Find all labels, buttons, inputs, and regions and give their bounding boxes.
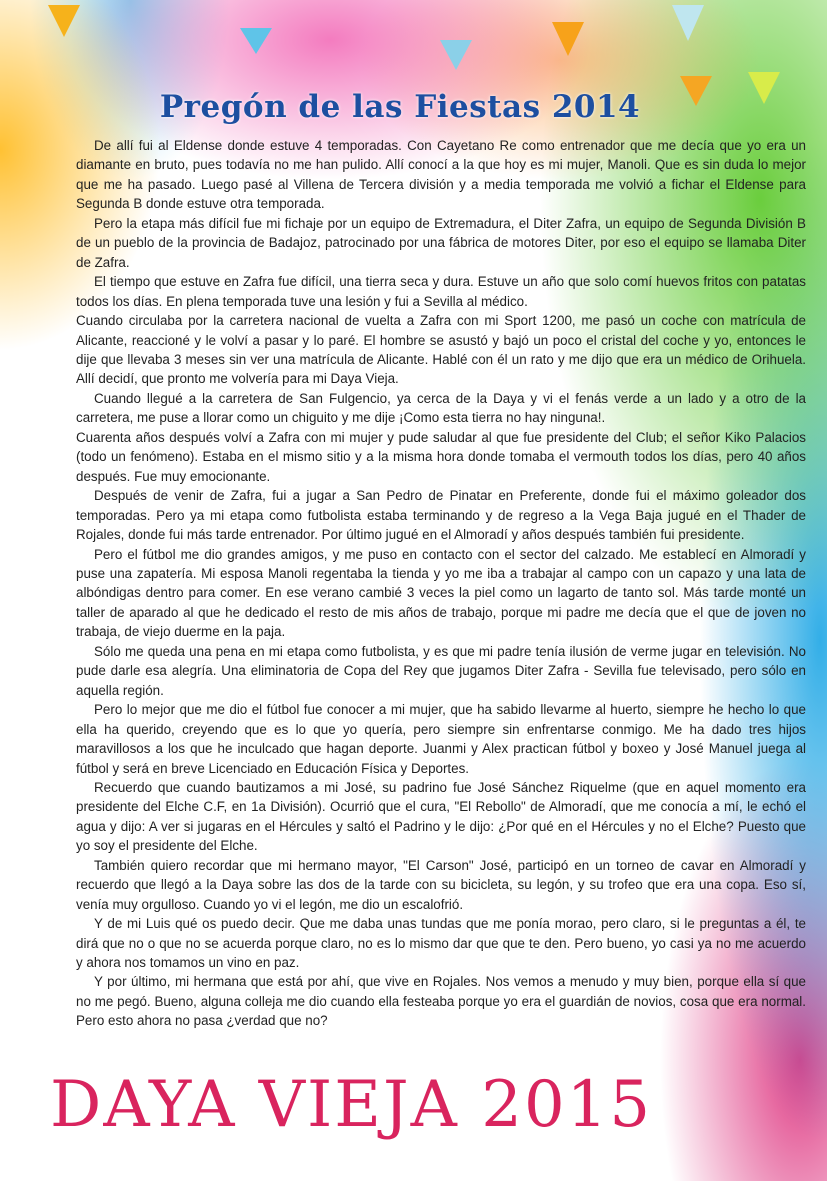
paragraph: También quiero recordar que mi hermano mayor, "El Carson" José, participó en un torneo de cavar en Almoradí y recuerdo que llegó a la Daya sobre las dos de la tarde con su bicicleta, su legón, y su trofeo que era una copa. Eso sí, venía muy orgulloso. Cuando yo vi el legón, me dio un escalofrió.: [76, 857, 806, 912]
paragraph: Cuando llegué a la carretera de San Fulgencio, ya cerca de la Daya y vi el fenás verde a un lado y a otro de la carretera, me puse a llorar como un chiguito y me dije ¡Como esta tierra no hay ninguna!.: [76, 390, 806, 426]
paragraph: Cuarenta años después volví a Zafra con mi mujer y pude saludar al que fue presidente del Club; el señor Kiko Palacios (todo un fenómeno). Estaba en el mismo sitio y a la misma hora donde tomaba el vermouth todos los días, pero 40 años después. Fue muy emocionante.: [76, 429, 806, 484]
paragraph: Pero lo mejor que me dio el fútbol fue conocer a mi mujer, que ha sabido llevarme al huerto, siempre he hecho lo que ella ha querido, creyendo que es lo que yo quería, pero siempre sin enfrentarse conmigo. Me ha dado tres hijos maravillosos a los que he inculcado que hagan deporte. Juanmi y Alex practican fútbol y boxeo y José Manuel juega al fútbol y será en breve Licenciado en Educación Física y Deportes.: [76, 702, 806, 776]
paragraph: Pero el fútbol me dio grandes amigos, y me puso en contacto con el sector del calzado. Me establecí en Almoradí y puse una zapatería. Mi esposa Manoli regentaba la tienda y yo me iba a trabajar al campo con un capazo y una lata de albóndigas dentro para comer. En ese verano cambié 3 veces la piel como un lagarto de tanto sol. Más tarde monté un taller de aparado al que he dedicado el resto de mis años de trabajo, porque mi padre me decía que el que de joven no trabaja, de viejo duerme en la paja.: [76, 546, 806, 640]
page-title: Pregón de las Fiestas 2014: [159, 88, 641, 125]
paragraph: Sólo me queda una pena en mi etapa como futbolista, y es que mi padre tenía ilusión de verme jugar en televisión. No pude darle esa alegría. Una eliminatoria de Copa del Rey que jugamos Diter Zafra - Sevilla fue televisado, pero sólo en aquella región.: [76, 643, 806, 698]
paragraph: Y de mi Luis qué os puedo decir. Que me daba unas tundas que me ponía morao, pero claro, si le preguntas a él, te dirá que no o que no se acuerda porque claro, no es lo mismo dar que que te den. Pero bueno, yo casi ya no me acuerdo y ahora nos tomamos un vino en paz.: [76, 916, 806, 971]
paragraph: Después de venir de Zafra, fui a jugar a San Pedro de Pinatar en Preferente, donde fui el máximo goleador dos temporadas. Pero ya mi etapa como futbolista estaba terminando y de regreso a la Vega Baja jugué en el Thader de Rojales, donde fui más tarde entrenador. Por último jugué en el Almoradí y años después también fui presidente.: [76, 488, 806, 543]
paragraph: Y por último, mi hermana que está por ahí, que vive en Rojales. Nos vemos a menudo y muy bien, porque ella sí que no me pegó. Bueno, alguna colleja me dio cuando ella festeaba porque yo era el guardián de novios, cosa que era normal. Pero esto ahora no pasa ¿verdad que no?: [76, 974, 806, 1029]
paragraph: Recuerdo que cuando bautizamos a mi José, su padrino fue José Sánchez Riquelme (que en aquel momento era presidente del Elche C.F, en 1a División). Ocurrió que el cura, "El Rebollo" de Almoradí, que me conocía a mí, le echó el agua y dijo: A ver si jugaras en el Hércules y saltó el Padrino y le dijo: ¿Por qué en el Hércules y no el Elche? Puesto que yo soy el presidente del Elche.: [76, 779, 806, 854]
paragraph: Cuando circulaba por la carretera nacional de vuelta a Zafra con mi Sport 1200, me pasó un coche con matrícula de Alicante, reaccioné y le volví a pasar y lo paré. El hombre se asustó y bajó un poco el cristal del coche y yo, entonces le dije que llevaba 3 meses sin ver una matrícula de Alicante. Hablé con él un rato y me dijo que era un médico de Orihuela. Allí decidí, que pronto me volvería para mi Daya Vieja.: [76, 313, 806, 387]
paragraph: Pero la etapa más difícil fue mi fichaje por un equipo de Extremadura, el Diter Zafra, un equipo de Segunda División B de un pueblo de la provincia de Badajoz, patrocinado por una fábrica de motores Diter, por eso el equipo se llamaba Diter de Zafra.: [76, 215, 806, 270]
footer-title: DAYA VIEJA 2015: [50, 1068, 653, 1142]
article-body: [76, 136, 806, 1031]
bunting-flag-icon: [240, 28, 272, 54]
bunting-flag-icon: [672, 5, 704, 41]
paragraph: De allí fui al Eldense donde estuve 4 temporadas. Con Cayetano Re como entrenador que me decía que yo era un diamante en bruto, pues todavía no me han pulido. Allí conocí a la que hoy es mi mujer, Manoli. Que es sin duda lo mejor que me ha pasado. Luego pasé al Villena de Tercera división y a media temporada me volvió a fichar el Eldense para Segunda B donde estuve otra temporada.: [76, 138, 806, 212]
bunting-flag-icon: [440, 40, 472, 70]
bunting-flag-icon: [48, 5, 80, 37]
bunting-flag-icon: [552, 22, 584, 56]
paragraph: El tiempo que estuve en Zafra fue difícil, una tierra seca y dura. Estuve un año que solo comí huevos fritos con patatas todos los días. En plena temporada tuve una lesión y fui a Sevilla al médico.: [76, 274, 806, 309]
